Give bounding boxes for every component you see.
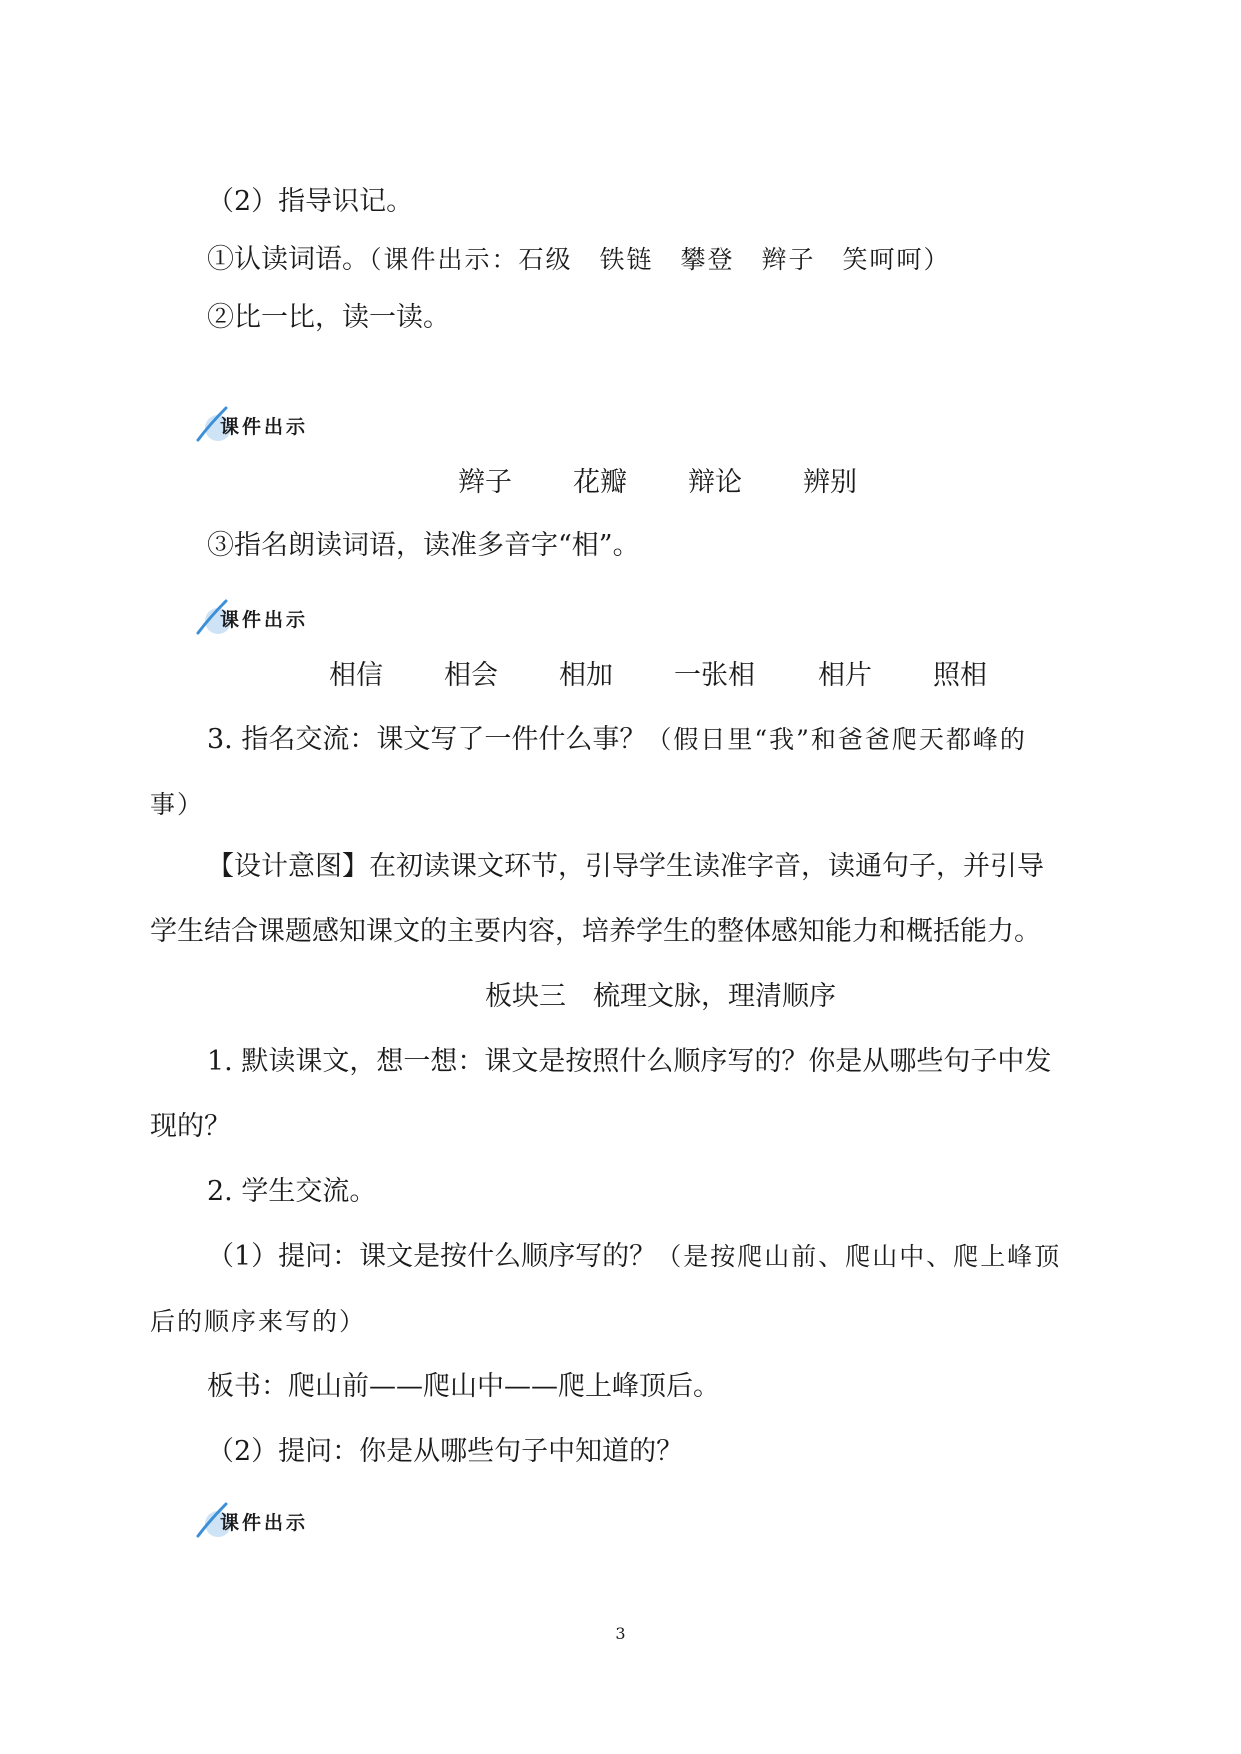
- instruction-line: ②比一比，读一读。: [207, 302, 450, 333]
- instruction-text: 3. 指名交流：课文写了一件什么事？: [207, 724, 647, 755]
- answer-note: （是按爬山前、爬山中、爬上峰顶: [656, 1242, 1062, 1271]
- badge-label: 课件出示: [220, 609, 309, 631]
- section-heading: 板块三 梳理文脉，理清顺序: [485, 981, 836, 1012]
- instruction-text: （1）提问：课文是按什么顺序写的？: [207, 1241, 657, 1272]
- instruction-line: （2）提问：你是从哪些句子中知道的？: [207, 1436, 684, 1467]
- instruction-text: ①认读词语。: [207, 244, 369, 275]
- word-item: 相会: [444, 660, 498, 691]
- instruction-line: （2）指导识记。: [207, 186, 414, 217]
- courseware-note: （课件出示：石级 铁链 攀登 辫子 笑呵呵）: [369, 245, 951, 274]
- word-item: 辨别: [803, 467, 857, 498]
- word-list: [0, 659, 1241, 693]
- instruction-line: 2. 学生交流。: [207, 1176, 377, 1207]
- word-item: 相片: [818, 660, 872, 691]
- word-item: 相信: [329, 660, 383, 691]
- word-item: 相加: [559, 660, 613, 691]
- instruction-line: [207, 723, 1027, 757]
- word-item: 花瓣: [573, 467, 627, 498]
- instruction-line: [207, 1240, 1061, 1274]
- courseware-badge: [196, 402, 356, 444]
- design-intent-text: 学生结合课题感知课文的主要内容，培养学生的整体感知能力和概括能力。: [150, 916, 1041, 947]
- answer-note-continuation: 后的顺序来写的）: [150, 1307, 367, 1336]
- instruction-line: 1. 默读课文，想一想：课文是按照什么顺序写的？你是从哪些句子中发: [207, 1046, 1052, 1077]
- courseware-badge: [196, 595, 356, 637]
- badge-label: 课件出示: [220, 1512, 309, 1534]
- design-intent-text: 【设计意图】在初读课文环节，引导学生读准字音，读通句子，并引导: [207, 851, 1044, 882]
- word-list: [0, 466, 1241, 500]
- answer-note-continuation: 事）: [150, 790, 205, 819]
- instruction-line: 现的？: [150, 1111, 231, 1142]
- word-item: 照相: [933, 660, 987, 691]
- word-item: 一张相: [674, 660, 755, 691]
- badge-label: 课件出示: [220, 416, 309, 438]
- blackboard-text: 板书：爬山前——爬山中——爬上峰顶后。: [207, 1371, 720, 1402]
- courseware-badge: [196, 1498, 356, 1540]
- instruction-line: ③指名朗读词语，读准多音字“相”。: [207, 530, 640, 561]
- page-number: 3: [615, 1624, 626, 1643]
- answer-note: （假日里“我”和爸爸爬天都峰的: [646, 725, 1027, 754]
- instruction-line: [207, 243, 951, 277]
- word-item: 辫子: [458, 467, 512, 498]
- word-item: 辩论: [688, 467, 742, 498]
